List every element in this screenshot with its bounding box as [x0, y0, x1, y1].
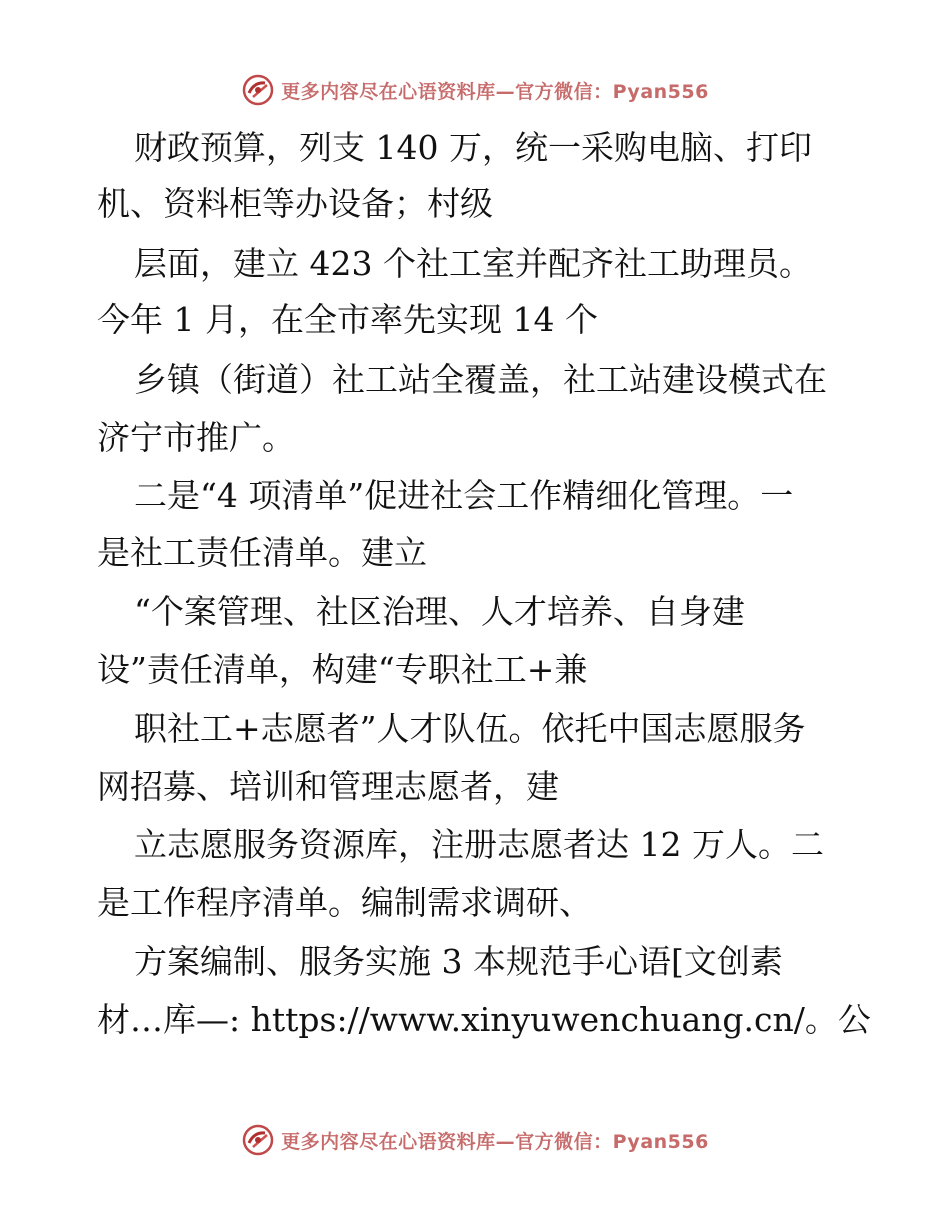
footer-banner-text: 更多内容尽在心语资料库—官方微信：Pyan556	[281, 1130, 709, 1153]
text-line: 立志愿服务资源库，注册志愿者达 12 万人。二	[134, 825, 824, 864]
header-banner	[0, 70, 950, 110]
brand-logo-icon	[241, 1123, 275, 1157]
text-line: 方案编制、服务实施 3 本规范手心语[文创素	[134, 942, 783, 981]
text-line: 机、资料柜等办设备；村级	[97, 184, 493, 223]
header-banner-text: 更多内容尽在心语资料库—官方微信：Pyan556	[281, 80, 709, 103]
text-line: 设”责任清单，构建“专职社工+兼	[97, 650, 588, 689]
text-line: 层面，建立 423 个社工室并配齐社工助理员。	[134, 244, 812, 283]
text-line: 今年 1 月，在全市率先实现 14 个	[97, 300, 598, 339]
text-line: 乡镇（街道）社工站全覆盖，社工站建设模式在	[134, 360, 827, 399]
text-line: 网招募、培训和管理志愿者，建	[97, 767, 559, 806]
text-line: 职社工+志愿者”人才队伍。依托中国志愿服务	[134, 709, 806, 748]
text-line: 财政预算，列支 140 万，统一采购电脑、打印	[134, 128, 812, 167]
text-line: 是工作程序清单。编制需求调研、	[97, 883, 592, 922]
text-line: 二是“4 项清单”促进社会工作精细化管理。一	[134, 476, 794, 515]
text-line: 是社工责任清单。建立	[97, 533, 427, 572]
text-line: 材…库—: https://www.xinyuwenchuang.cn/。公	[97, 1000, 871, 1039]
text-line: 济宁市推广。	[97, 418, 295, 457]
text-line: “个案管理、社区治理、人才培养、自身建	[134, 592, 745, 631]
brand-logo-icon	[241, 73, 275, 107]
footer-banner	[0, 1120, 950, 1160]
